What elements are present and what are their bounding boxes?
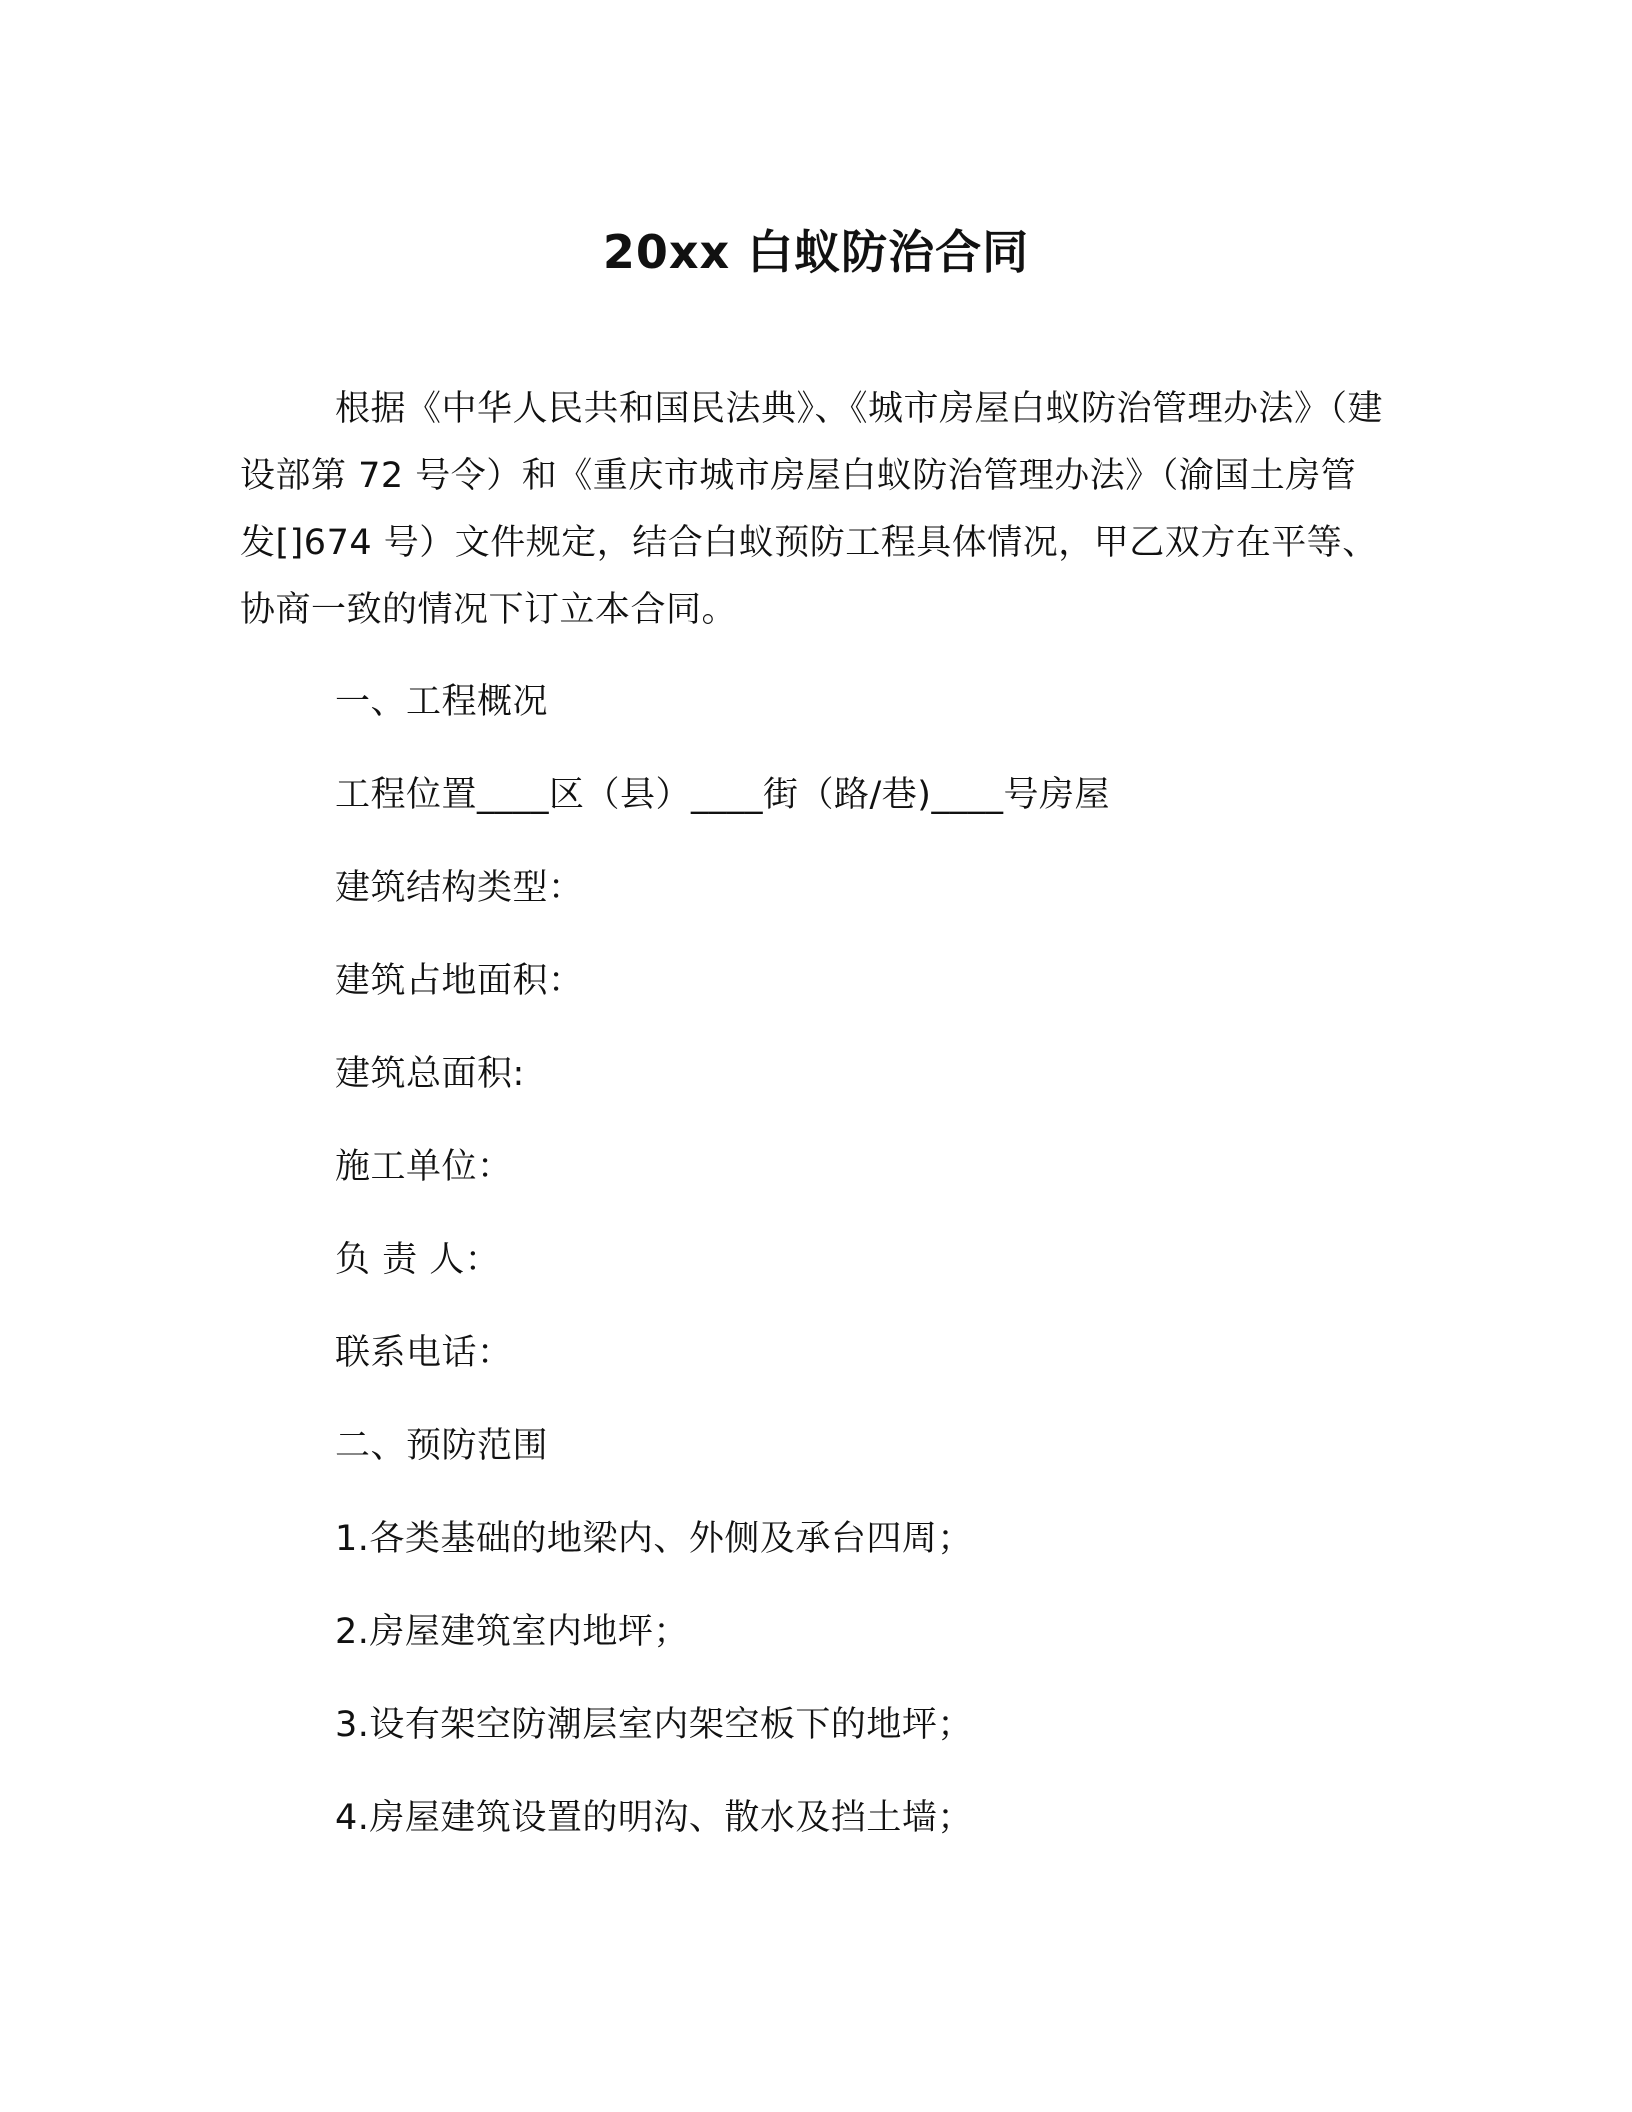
list-item: 3.设有架空防潮层室内架空板下的地坪； [335,1705,973,1745]
contractor-label: 施工单位： [335,1147,513,1187]
person-in-charge-label: 负 责 人： [335,1240,501,1280]
section1-heading: 一、工程概况 [335,682,549,722]
phone-label: 联系电话： [335,1333,513,1373]
list-item: 2.房屋建筑室内地坪； [335,1612,689,1652]
footprint-area-label: 建筑占地面积： [335,961,584,1001]
structure-type-label: 建筑结构类型： [335,868,584,908]
intro-paragraph: 根据《中华人民共和国民法典》、《城市房屋白蚁防治管理办法》（建设部第 72 号令）和《重庆市城市房屋白蚁防治管理办法》（渝国土房管发[]674 号）文件规定，结合白蚁预防工程具体情况，甲乙双方在平等、协商一致的情况下订立本合同。 [240,389,1384,630]
section2-heading: 二、预防范围 [335,1426,549,1466]
list-item: 4.房屋建筑设置的明沟、散水及挡土墙； [335,1798,973,1838]
list-item: 1.各类基础的地梁内、外侧及承台四周； [335,1519,973,1559]
document-title: 20xx 白蚁防治合同 [602,225,1030,279]
total-area-label: 建筑总面积: [335,1054,525,1094]
project-location-line: 工程位置____区（县）____街（路/巷)____号房屋 [335,775,1110,815]
